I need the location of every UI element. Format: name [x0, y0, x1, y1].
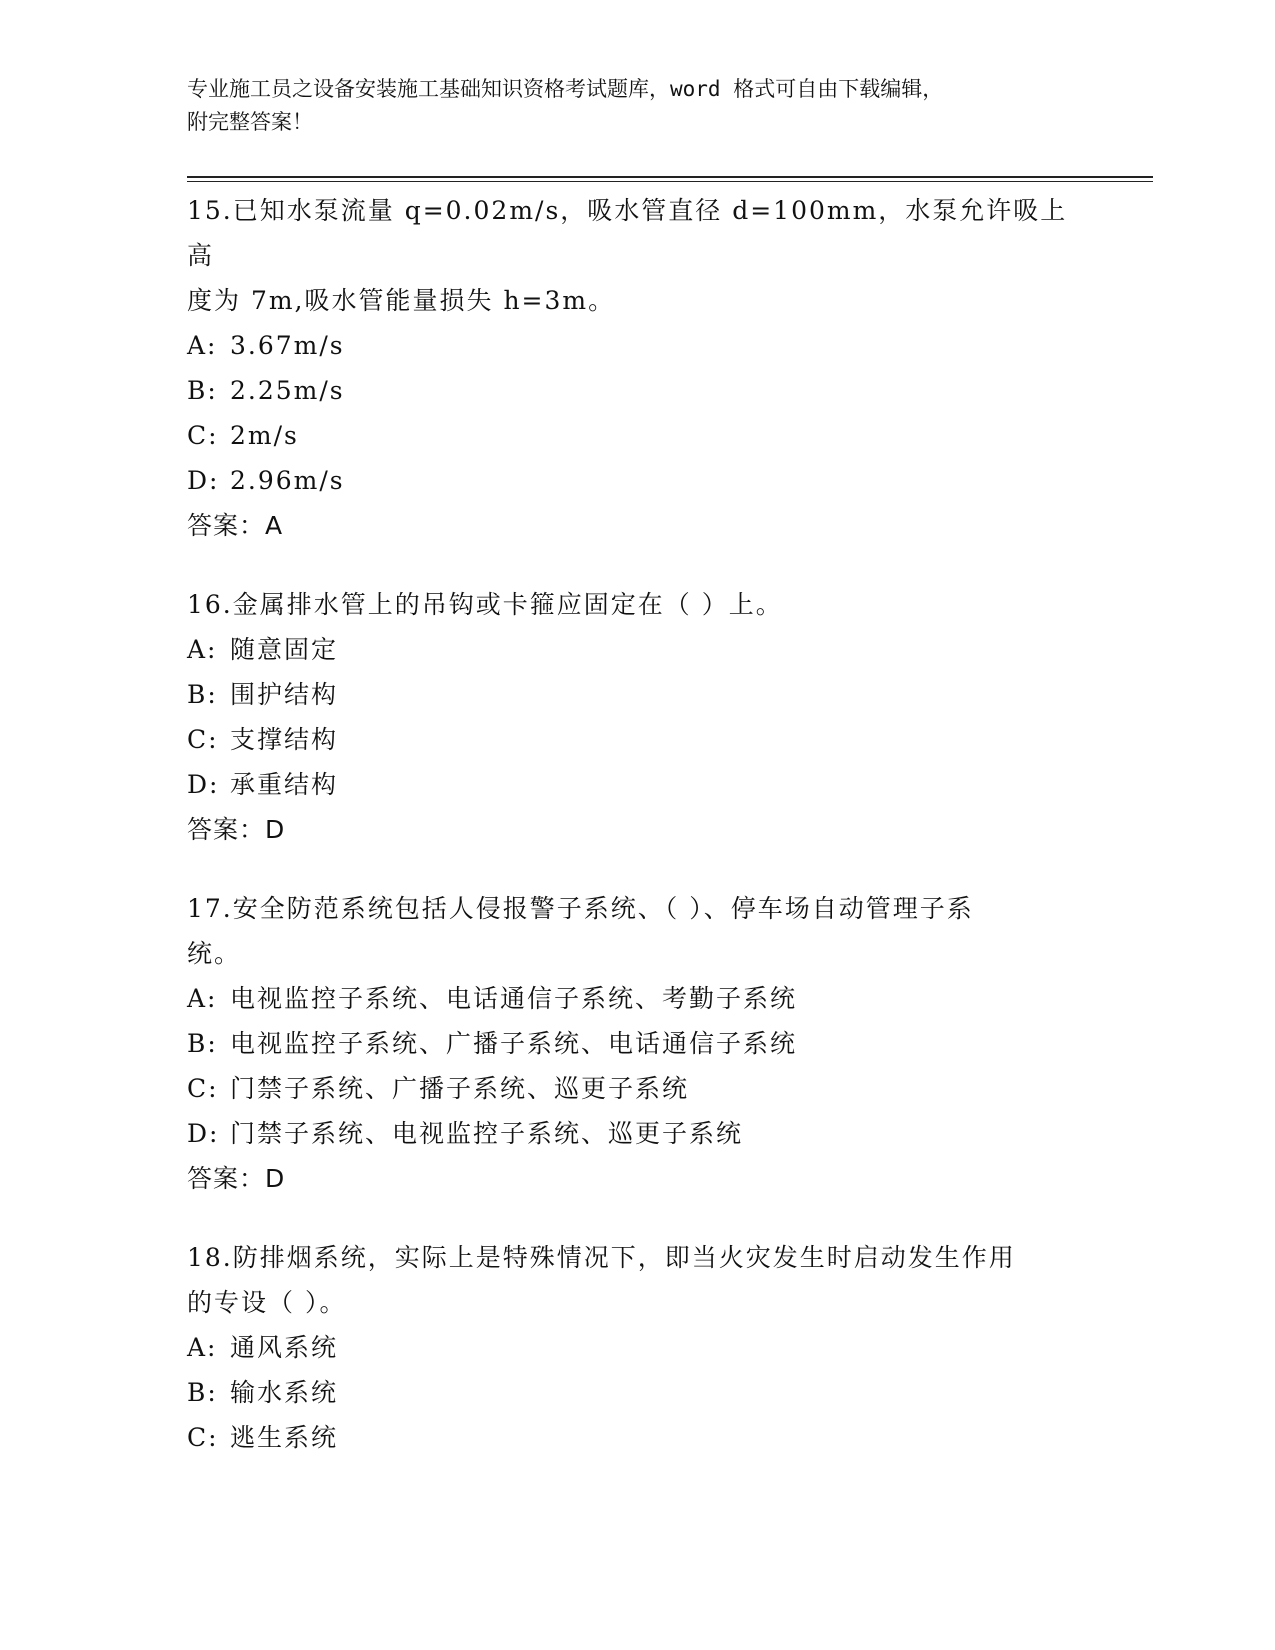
option-key: C: [187, 1423, 219, 1452]
option-a [187, 323, 1087, 368]
header-divider-thin [187, 181, 1153, 182]
question-stem-line: 的专设（ ）。 [187, 1288, 347, 1317]
option-key: D: [187, 770, 220, 799]
question-18 [187, 1235, 1087, 1460]
option-text: 随意固定 [230, 635, 339, 664]
option-text: 电视监控子系统、电话通信子系统、考勤子系统 [230, 984, 798, 1013]
question-stem-line: 16.金属排水管上的吊钩或卡箍应固定在（ ）上。 [187, 590, 783, 619]
question-17 [187, 886, 1087, 1201]
option-key: A: [187, 635, 218, 664]
option-c [187, 413, 1087, 458]
option-a [187, 627, 1087, 672]
option-a [187, 1325, 1087, 1370]
question-stem-line: 度为 7m,吸水管能量损失 h=3m。 [187, 286, 616, 315]
option-key: D: [187, 466, 220, 495]
answer-label: 答案：D [187, 815, 286, 844]
question-stem-line: 统。 [187, 939, 242, 968]
option-b [187, 1370, 1087, 1415]
option-key: A: [187, 331, 218, 360]
option-key: C: [187, 421, 219, 450]
option-key: A: [187, 1333, 218, 1362]
question-15 [187, 188, 1087, 548]
option-key: C: [187, 725, 219, 754]
option-d [187, 458, 1087, 503]
header-line-1: 专业施工员之设备安装施工基础知识资格考试题库，word 格式可自由下载编辑， [187, 77, 944, 101]
option-b [187, 1021, 1087, 1066]
option-c [187, 1066, 1087, 1111]
question-16 [187, 582, 1087, 852]
option-d [187, 762, 1087, 807]
option-text: 2m/s [230, 421, 299, 450]
option-c [187, 1415, 1087, 1460]
option-text: 逃生系统 [230, 1423, 339, 1452]
option-key: B: [187, 680, 218, 709]
option-key: B: [187, 376, 218, 405]
option-c [187, 717, 1087, 762]
answer-label: 答案：D [187, 1164, 286, 1193]
option-text: 输水系统 [230, 1378, 339, 1407]
option-text: 电视监控子系统、广播子系统、电话通信子系统 [230, 1029, 798, 1058]
option-text: 2.96m/s [230, 466, 345, 495]
question-stem-line: 17.安全防范系统包括人侵报警子系统、（ ）、停车场自动管理子系 [187, 894, 974, 923]
option-text: 门禁子系统、广播子系统、巡更子系统 [230, 1074, 690, 1103]
option-key: B: [187, 1029, 218, 1058]
option-b [187, 368, 1087, 413]
header-line-2: 附完整答案！ [187, 110, 313, 134]
document-header [187, 73, 1087, 139]
question-list [187, 188, 1087, 1494]
option-text: 2.25m/s [230, 376, 345, 405]
question-stem-line: 15.已知水泵流量 q=0.02m/s，吸水管直径 d=100mm，水泵允许吸上高 [187, 196, 1068, 270]
option-b [187, 672, 1087, 717]
option-text: 门禁子系统、电视监控子系统、巡更子系统 [230, 1119, 744, 1148]
option-text: 围护结构 [230, 680, 339, 709]
option-d [187, 1111, 1087, 1156]
option-key: D: [187, 1119, 220, 1148]
option-a [187, 976, 1087, 1021]
answer-label: 答案：A [187, 511, 284, 540]
option-text: 承重结构 [230, 770, 339, 799]
option-key: A: [187, 984, 218, 1013]
option-text: 3.67m/s [230, 331, 345, 360]
option-text: 支撑结构 [230, 725, 339, 754]
option-key: C: [187, 1074, 219, 1103]
option-text: 通风系统 [230, 1333, 339, 1362]
header-divider-thick [187, 176, 1153, 178]
option-key: B: [187, 1378, 218, 1407]
question-stem-line: 18.防排烟系统，实际上是特殊情况下，即当火灾发生时启动发生作用 [187, 1243, 1016, 1272]
